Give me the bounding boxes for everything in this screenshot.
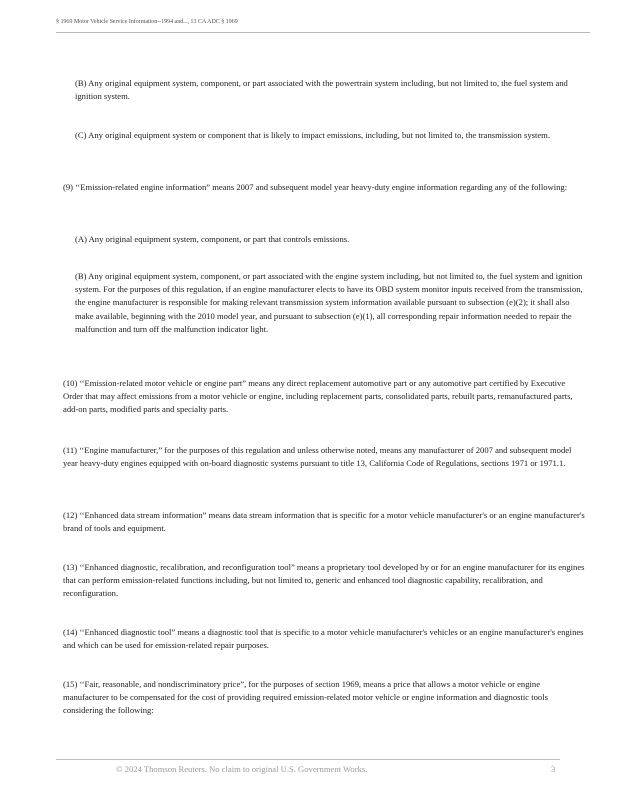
paragraph-12: (12) ‘‘Enhanced data stream information” means data stream information that is specific for a motor vehicle manufacturer's or an engine manufacturer's brand of tools and equipment.	[63, 510, 585, 534]
paragraph-14: (14) ‘‘Enhanced diagnostic tool” means a diagnostic tool that is specific to a motor vehicle manufacturer's vehicles or an engine manufacturer's engines and which can be used for emission-related repair purposes.	[63, 627, 584, 651]
page-number: 3	[551, 764, 556, 774]
footer-copyright: © 2024 Thomson Reuters. No claim to original U.S. Government Works.	[116, 764, 368, 774]
paragraph-8b: (B) Any original equipment system, component, or part associated with the powertrain system including, but not limited to, the fuel system and ignition system.	[75, 78, 568, 102]
running-head: § 1969 Motor Vehicle Service Information--1994 and..., 13 CA ADC § 1969	[56, 18, 238, 25]
paragraph-8c: (C) Any original equipment system or component that is likely to impact emissions, including, but not limited to, the transmission system.	[75, 130, 550, 140]
footer-divider	[56, 759, 560, 760]
paragraph-9b: (B) Any original equipment system, component, or part associated with the engine system including, but not limited to, the fuel system and ignition system. For the purposes of this regulation, if an engine manufacturer elects to have its OBD system monitor inputs received from the transmission, the engine manufacturer is responsible for making relevant transmission system information available pursuant to subsection (e)(2); it shall also make available, beginning with the 2010 model year, and pursuant to subsection (e)(1), all corresponding repair information needed to repair the malfunction and turn off the malfunction indicator light.	[75, 271, 583, 334]
header-divider	[56, 32, 590, 33]
paragraph-10: (10) ‘‘Emission-related motor vehicle or engine part” means any direct replacement automotive part or any automotive part certified by Executive Order that may affect emissions from a motor vehicle or engine, including replacement parts, consolidated parts, rebuilt parts, remanufactured parts, add-on parts, modified parts and specialty parts.	[63, 378, 573, 415]
paragraph-13: (13) ‘‘Enhanced diagnostic, recalibration, and reconfiguration tool” means a proprietary tool developed by or for an engine manufacturer for its engines that can perform emission-related functions including, but not limited to, generic and enhanced tool diagnostic capability, recalibration, and reconfiguration.	[63, 562, 585, 599]
paragraph-9a: (A) Any original equipment system, component, or part that controls emissions.	[75, 234, 350, 244]
paragraph-15: (15) ‘‘Fair, reasonable, and nondiscriminatory price”, for the purposes of section 1969, means a price that allows a motor vehicle or engine manufacturer to be compensated for the cost of providing required emission-related motor vehicle or engine information and diagnostic tools considering the following:	[63, 679, 548, 716]
paragraph-9: (9) ‘‘Emission-related engine information” means 2007 and subsequent model year heavy-duty engine information regarding any of the following:	[63, 182, 568, 192]
paragraph-11: (11) ‘‘Engine manufacturer,” for the purposes of this regulation and unless otherwise noted, means any manufacturer of 2007 and subsequent model year heavy-duty engines equipped with on-board diagnostic systems pursuant to title 13, California Code of Regulations, sections 1971 or 1971.1.	[63, 445, 572, 469]
